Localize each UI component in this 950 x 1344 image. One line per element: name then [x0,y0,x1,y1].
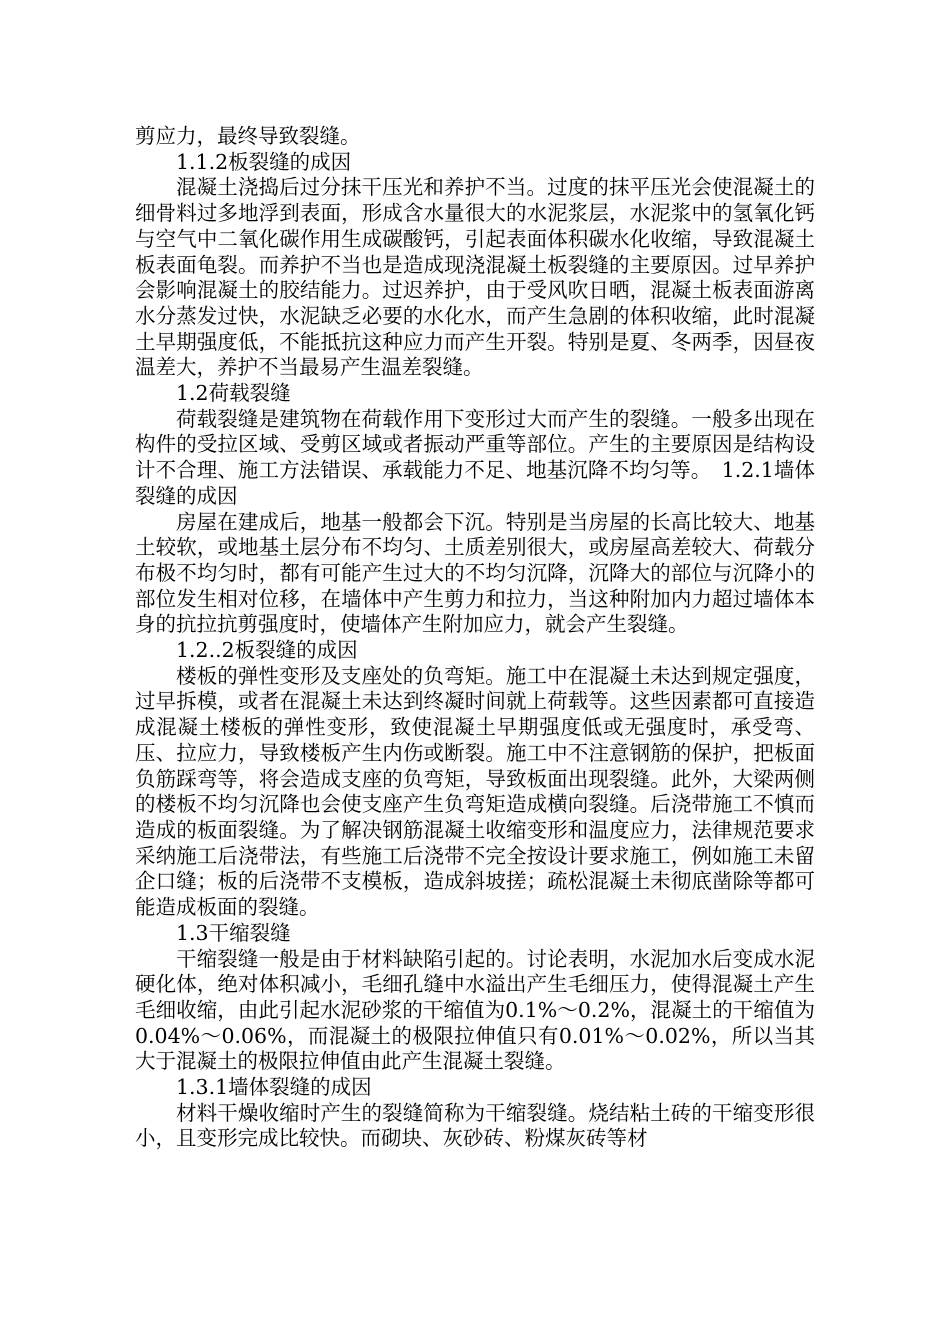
paragraph: 荷载裂缝是建筑物在荷载作用下变形过大而产生的裂缝。一般多出现在构件的受拉区域、受剪区域或者振动严重等部位。产生的主要原因是结构设计不合理、施工方法错误、承载能力不足、地基沉降不均匀等。 1.2.1墙体裂缝的成因 [135,406,815,508]
section-heading: 1.3.1墙体裂缝的成因 [176,1075,372,1100]
paragraph: 房屋在建成后，地基一般都会下沉。特别是当房屋的长高比较大、地基土较软，或地基土层分布不均匀、土质差别很大，或房屋高差较大、荷载分布极不均匀时，都有可能产生过大的不均匀沉降，沉降大的部位与沉降小的部位发生相对位移，在墙体中产生剪力和拉力，当这种附加内力超过墙体本身的抗拉抗剪强度时，使墙体产生附加应力，就会产生裂缝。 [135,509,815,637]
paragraph: 楼板的弹性变形及支座处的负弯矩。施工中在混凝土未达到规定强度，过早拆模，或者在混凝土未达到终凝时间就上荷载等。这些因素都可直接造成混凝土楼板的弹性变形，致使混凝土早期强度低或无强度时，承受弯、压、拉应力，导致楼板产生内伤或断裂。施工中不注意钢筋的保护，把板面负筋踩弯等，将会造成支座的负弯矩，导致板面出现裂缝。此外，大梁两侧的楼板不均匀沉降也会使支座产生负弯矩造成横向裂缝。后浇带施工不慎而造成的板面裂缝。为了解决钢筋混凝土收缩变形和温度应力，法律规范要求采纳施工后浇带法，有些施工后浇带不完全按设计要求施工，例如施工未留企口缝；板的后浇带不支模板，造成斜坡搓；疏松混凝土未彻底凿除等都可能造成板面的裂缝。 [135,663,815,920]
paragraph: 混凝土浇捣后过分抹干压光和养护不当。过度的抹平压光会使混凝土的细骨料过多地浮到表面，形成含水量很大的水泥浆层，水泥浆中的氢氧化钙与空气中二氧化碳作用生成碳酸钙，引起表面体积碳水化收缩，导致混凝土板表面龟裂。而养护不当也是造成现浇混凝土板裂缝的主要原因。过早养护会影响混凝土的胶结能力。过迟养护，由于受风吹日晒，混凝土板表面游离水分蒸发过快，水泥缺乏必要的水化水，而产生急剧的体积收缩，此时混凝土早期强度低，不能抵抗这种应力而产生开裂。特别是夏、冬两季，因昼夜温差大，养护不当最易产生温差裂缝。 [135,175,815,380]
section-heading: 1.2..2板裂缝的成因 [176,638,358,663]
document-body [135,124,815,1152]
section-heading: 1.3干缩裂缝 [176,920,291,945]
paragraph: 干缩裂缝一般是由于材料缺陷引起的。讨论表明，水泥加水后变成水泥硬化体，绝对体积减小，毛细孔缝中水溢出产生毛细压力，使得混凝土产生毛细收缩，由此引起水泥砂浆的干缩值为0.1%～0.2%，混凝土的干缩值为0.04%～0.06%，而混凝土的极限拉伸值只有0.01%～0.02%，所以当其大于混凝土的极限拉伸值由此产生混凝土裂缝。 [135,946,815,1074]
paragraph: 材料干燥收缩时产生的裂缝简称为干缩裂缝。烧结粘土砖的干缩变形很小，且变形完成比较快。而砌块、灰砂砖、粉煤灰砖等材 [135,1100,815,1151]
section-heading: 1.1.2板裂缝的成因 [176,149,352,174]
paragraph: 剪应力，最终导致裂缝。 [135,124,361,148]
section-heading: 1.2荷载裂缝 [176,381,291,406]
